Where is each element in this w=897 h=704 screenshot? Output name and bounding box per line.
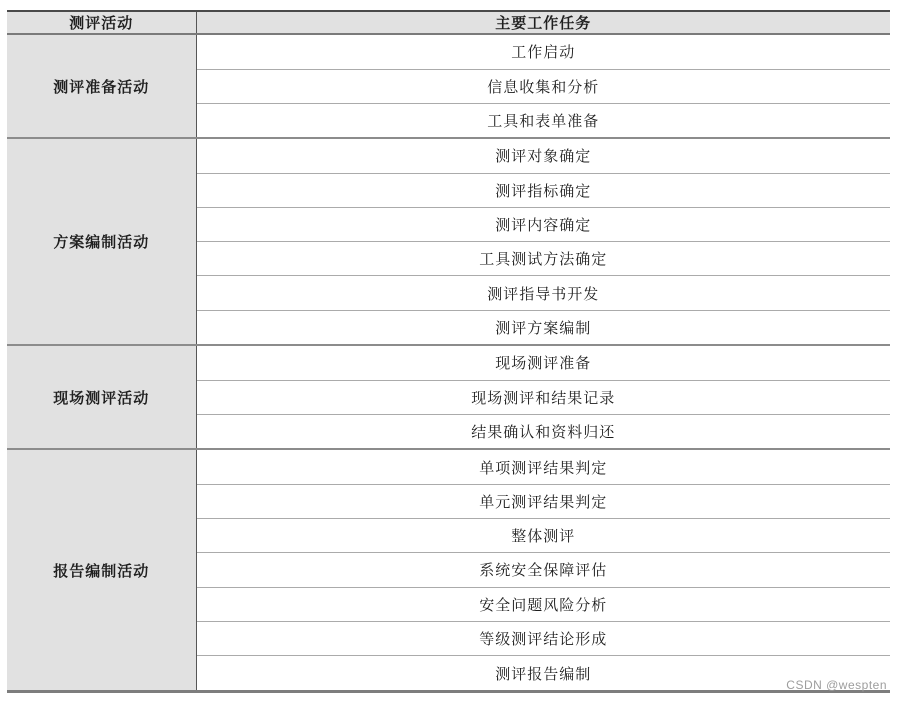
task-cell: 现场测评和结果记录 [196,380,890,414]
task-cell: 工具和表单准备 [196,103,890,138]
task-cell: 测评指导书开发 [196,276,890,310]
task-cell: 等级测评结论形成 [196,621,890,655]
task-cell: 信息收集和分析 [196,69,890,103]
table-row [7,138,890,173]
task-cell: 系统安全保障评估 [196,553,890,587]
task-cell: 现场测评准备 [196,345,890,380]
evaluation-activities-table [7,10,890,693]
task-cell: 单项测评结果判定 [196,449,890,484]
task-cell: 测评方案编制 [196,310,890,345]
activity-cell: 报告编制活动 [7,449,196,691]
task-cell: 测评对象确定 [196,138,890,173]
task-cell: 安全问题风险分析 [196,587,890,621]
table-row [7,34,890,69]
activity-cell: 现场测评活动 [7,345,196,449]
evaluation-activities-table-wrap [7,10,890,693]
activity-cell: 测评准备活动 [7,34,196,138]
header-row [7,11,890,34]
header-activity: 测评活动 [7,11,196,34]
task-cell: 结果确认和资料归还 [196,414,890,449]
table-row [7,345,890,380]
task-cell: 测评指标确定 [196,173,890,207]
task-cell: 工具测试方法确定 [196,242,890,276]
header-tasks: 主要工作任务 [196,11,890,34]
table-row [7,449,890,484]
activity-cell: 方案编制活动 [7,138,196,345]
task-cell: 工作启动 [196,34,890,69]
task-cell: 测评内容确定 [196,207,890,241]
task-cell: 单元测评结果判定 [196,484,890,518]
csdn-watermark: CSDN @wespten [786,678,887,692]
task-cell: 整体测评 [196,519,890,553]
task-cell: 测评报告编制 [196,656,890,692]
